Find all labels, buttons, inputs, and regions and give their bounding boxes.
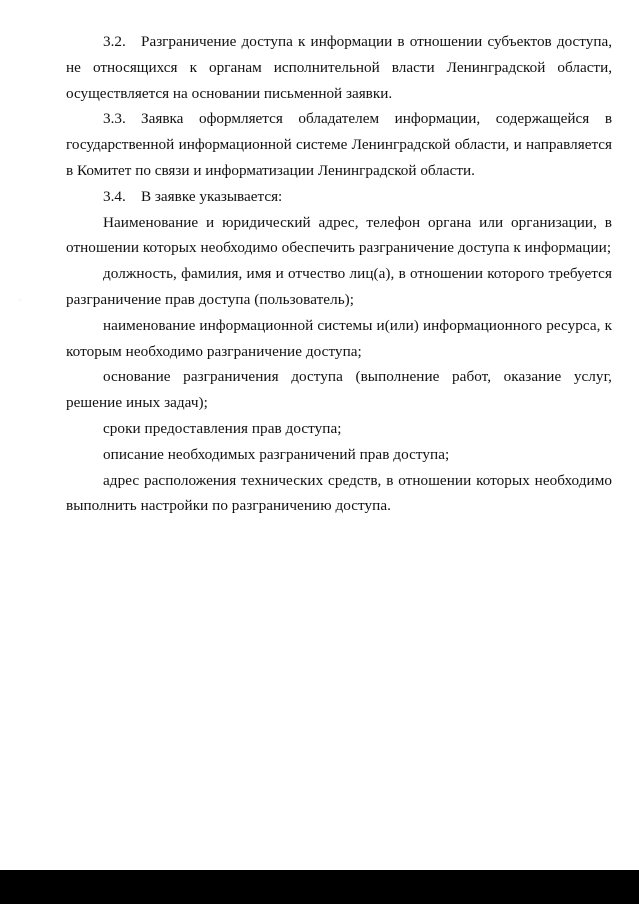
paragraph-text: Заявка оформляется обладателем информации, содержащейся в государственной информационной системе Ленинградской области, и направляется в Комитет по связи и информатизации Ленинградской области. <box>66 110 612 179</box>
list-item: наименование информационной системы и(или) информационного ресурса, к которым необходимо разграничение доступа; <box>66 316 612 360</box>
list-item: адрес расположения технических средств, в отношении которых необходимо выполнить настройки по разграничению доступа. <box>66 471 612 515</box>
list-item: должность, фамилия, имя и отчество лиц(а), в отношении которого требуется разграничение прав доступа (пользователь); <box>66 265 612 308</box>
list-item: основание разграничения доступа (выполнение работ, оказание услуг, решение иных задач); <box>66 368 612 412</box>
paragraph-text: В заявке указывается: <box>141 187 283 205</box>
list-item: описание необходимых разграничений прав доступа; <box>103 445 450 463</box>
list-item: сроки предоставления прав доступа; <box>103 419 342 437</box>
document-body <box>66 29 612 519</box>
paragraph-number: 3.4. <box>103 187 126 205</box>
paragraph-3-3 <box>66 106 612 183</box>
list-item: Наименование и юридический адрес, телефон органа или организации, в отношении которых необходимо обеспечить разграничение доступа к информации; <box>66 213 612 257</box>
scan-bottom-border <box>0 870 639 904</box>
paragraph-3-2 <box>66 29 612 106</box>
paragraph-text: Разграничение доступа к информации в отношении субъектов доступа, не относящихся к органам исполнительной власти Ленинградской области, осуществляется на основании письменной заявки. <box>66 33 612 102</box>
paragraph-3-4 <box>66 184 612 210</box>
paragraph-number: 3.3. <box>103 110 126 128</box>
paragraph-number: 3.2. <box>103 33 126 50</box>
